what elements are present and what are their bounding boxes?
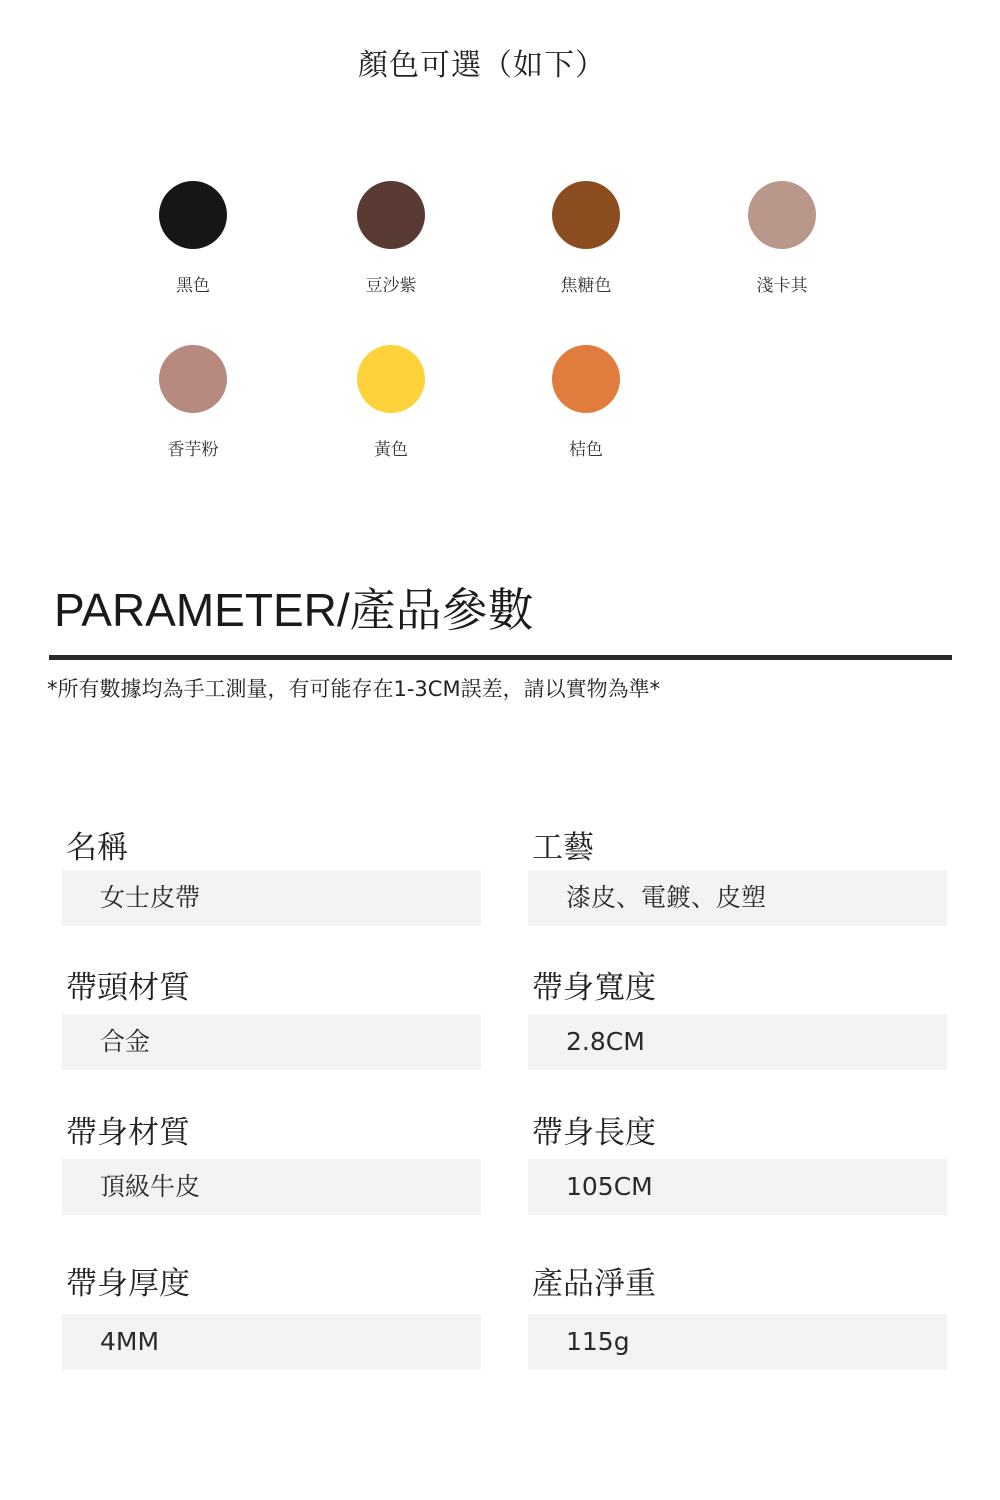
swatch-light-khaki[interactable] (727, 181, 837, 296)
swatch-label: 豆沙紫 (365, 276, 417, 296)
spec-name (62, 826, 481, 926)
spec-value: 4MM (62, 1314, 481, 1370)
swatch-caramel[interactable] (531, 181, 641, 296)
spec-value: 105CM (528, 1159, 947, 1215)
swatch-label: 焦糖色 (560, 276, 612, 296)
colors-title: 顏色可選（如下） (358, 48, 606, 83)
swatch-circle (357, 181, 425, 249)
spec-value: 2.8CM (528, 1014, 947, 1070)
spec-label: 帶身厚度 (66, 1266, 190, 1302)
spec-strap-width (528, 966, 947, 1070)
swatch-label: 淺卡其 (756, 276, 808, 296)
swatch-circle (552, 181, 620, 249)
swatch-circle (357, 345, 425, 413)
spec-craft (528, 826, 947, 926)
spec-value: 115g (528, 1314, 947, 1370)
swatch-label: 香芋粉 (167, 440, 219, 460)
spec-label: 產品淨重 (532, 1266, 656, 1302)
spec-strap-material (62, 1111, 481, 1215)
swatch-label: 黃色 (374, 440, 408, 460)
spec-buckle-material (62, 966, 481, 1070)
spec-strap-length (528, 1111, 947, 1215)
swatch-black[interactable] (138, 181, 248, 296)
parameter-heading: PARAMETER/產品參數 (54, 584, 534, 636)
heading-divider (49, 655, 952, 660)
spec-label: 帶身長度 (532, 1115, 656, 1151)
spec-label: 名稱 (66, 830, 128, 866)
swatch-label: 黑色 (176, 276, 210, 296)
measurement-note: *所有數據均為手工測量，有可能存在1-3CM誤差，請以實物為準* (47, 677, 661, 701)
swatch-circle (748, 181, 816, 249)
spec-value: 女士皮帶 (62, 870, 481, 926)
swatch-circle (159, 181, 227, 249)
spec-label: 工藝 (532, 830, 594, 866)
swatch-circle (159, 345, 227, 413)
spec-label: 帶身寬度 (532, 970, 656, 1006)
spec-label: 帶身材質 (66, 1115, 190, 1151)
swatch-bean-purple[interactable] (336, 181, 446, 296)
spec-value: 頂級牛皮 (62, 1159, 481, 1215)
swatch-circle (552, 345, 620, 413)
swatch-label: 桔色 (569, 440, 603, 460)
spec-label: 帶頭材質 (66, 970, 190, 1006)
spec-net-weight (528, 1262, 947, 1370)
swatch-orange[interactable] (531, 345, 641, 460)
swatch-taro-pink[interactable] (138, 345, 248, 460)
spec-value: 合金 (62, 1014, 481, 1070)
swatch-yellow[interactable] (336, 345, 446, 460)
spec-strap-thickness (62, 1262, 481, 1370)
spec-value: 漆皮、電鍍、皮塑 (528, 870, 947, 926)
